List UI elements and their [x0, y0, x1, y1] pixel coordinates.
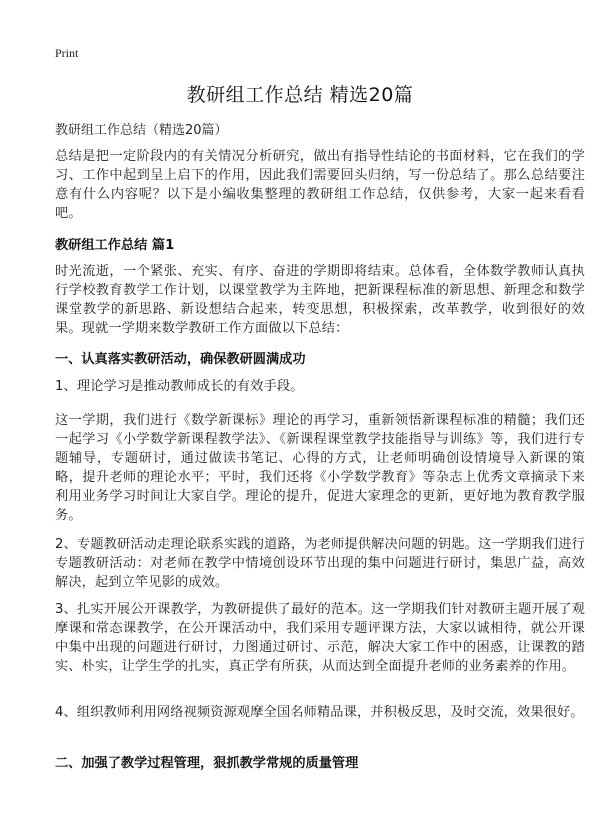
part-heading-2: 二、加强了教学过程管理，狠抓教学常规的质量管理 [55, 756, 359, 771]
item-3-paragraph: 3、扎实开展公开课教学，为教研提供了最好的范本。这一学期我们针对教研主题开展了观摩课和常态课教学，在公开课活动中，我们采用专题评课方法，大家以诚相待，就公开课中集中出现的问题进行研讨，力图通过研讨、示范，解决大家工作中的困惑，让课教的踏实、朴实，让学生学的扎实，真正学有所获，从而达到全面提升老师的业务素养的作用。 [55, 602, 585, 674]
section-heading: 教研组工作总结 篇1 [55, 238, 175, 253]
item-1-body: 这一学期，我们进行《数学新课标》理论的再学习，重新领悟新课程标准的精髓；我们还一起学习《小学数学新课程教学法》、《新课程课堂教学技能指导与训练》等，我们进行专题辅导，专题研讨，通过做读书笔记、心得的方式，让老师明确创设情境导入新课的策略，提升老师的理论水平；平时，我们还将《小学数学教育》等杂志上优秀文章摘录下来利用业务学习时间让大家自学。理论的提升，促进大家理念的更新，更好地为教育教学服务。 [55, 413, 585, 523]
item-1-title: 1、理论学习是推动教师成长的有效手段。 [55, 379, 304, 394]
document-title: 教研组工作总结 精选20篇 [186, 84, 414, 106]
print-label: Print [55, 46, 79, 60]
intro-paragraph: 总结是把一定阶段内的有关情况分析研究，做出有指导性结论的书面材料，它在我们的学习、工作中起到呈上启下的作用，因此我们需要回头归纳，写一份总结了。那么总结要注意有什么内容呢？以下是小编收集整理的教研组工作总结，仅供参考，大家一起来看看吧。 [55, 149, 585, 221]
part-heading-1: 一、认真落实教研活动，确保教研圆满成功 [55, 352, 306, 367]
section-intro-paragraph: 时光流逝，一个紧张、充实、有序、奋进的学期即将结束。总体看，全体数学教师认真执行学校教育教学工作计划，以课堂教学为主阵地，把新课程标准的新思想、新理念和数学课堂教学的新思路、新设想结合起来，转变思想，积极探索，改革教学，收到很好的效果。现就一学期来数学教研工作方面做以下总结： [55, 264, 585, 336]
item-4-paragraph: 4、组织教师利用网络视频资源观摩全国名师精品课，并积极反思，及时交流，效果很好。 [55, 705, 584, 720]
document-subtitle: 教研组工作总结（精选20篇） [55, 123, 228, 138]
item-2-paragraph: 2、专题教研活动走理论联系实践的道路，为老师提供解决问题的钥匙。这一学期我们进行专题教研活动：对老师在教学中情境创设环节出现的集中问题进行研讨，集思广益，高效解决，起到立竿见影的成效。 [55, 537, 585, 590]
